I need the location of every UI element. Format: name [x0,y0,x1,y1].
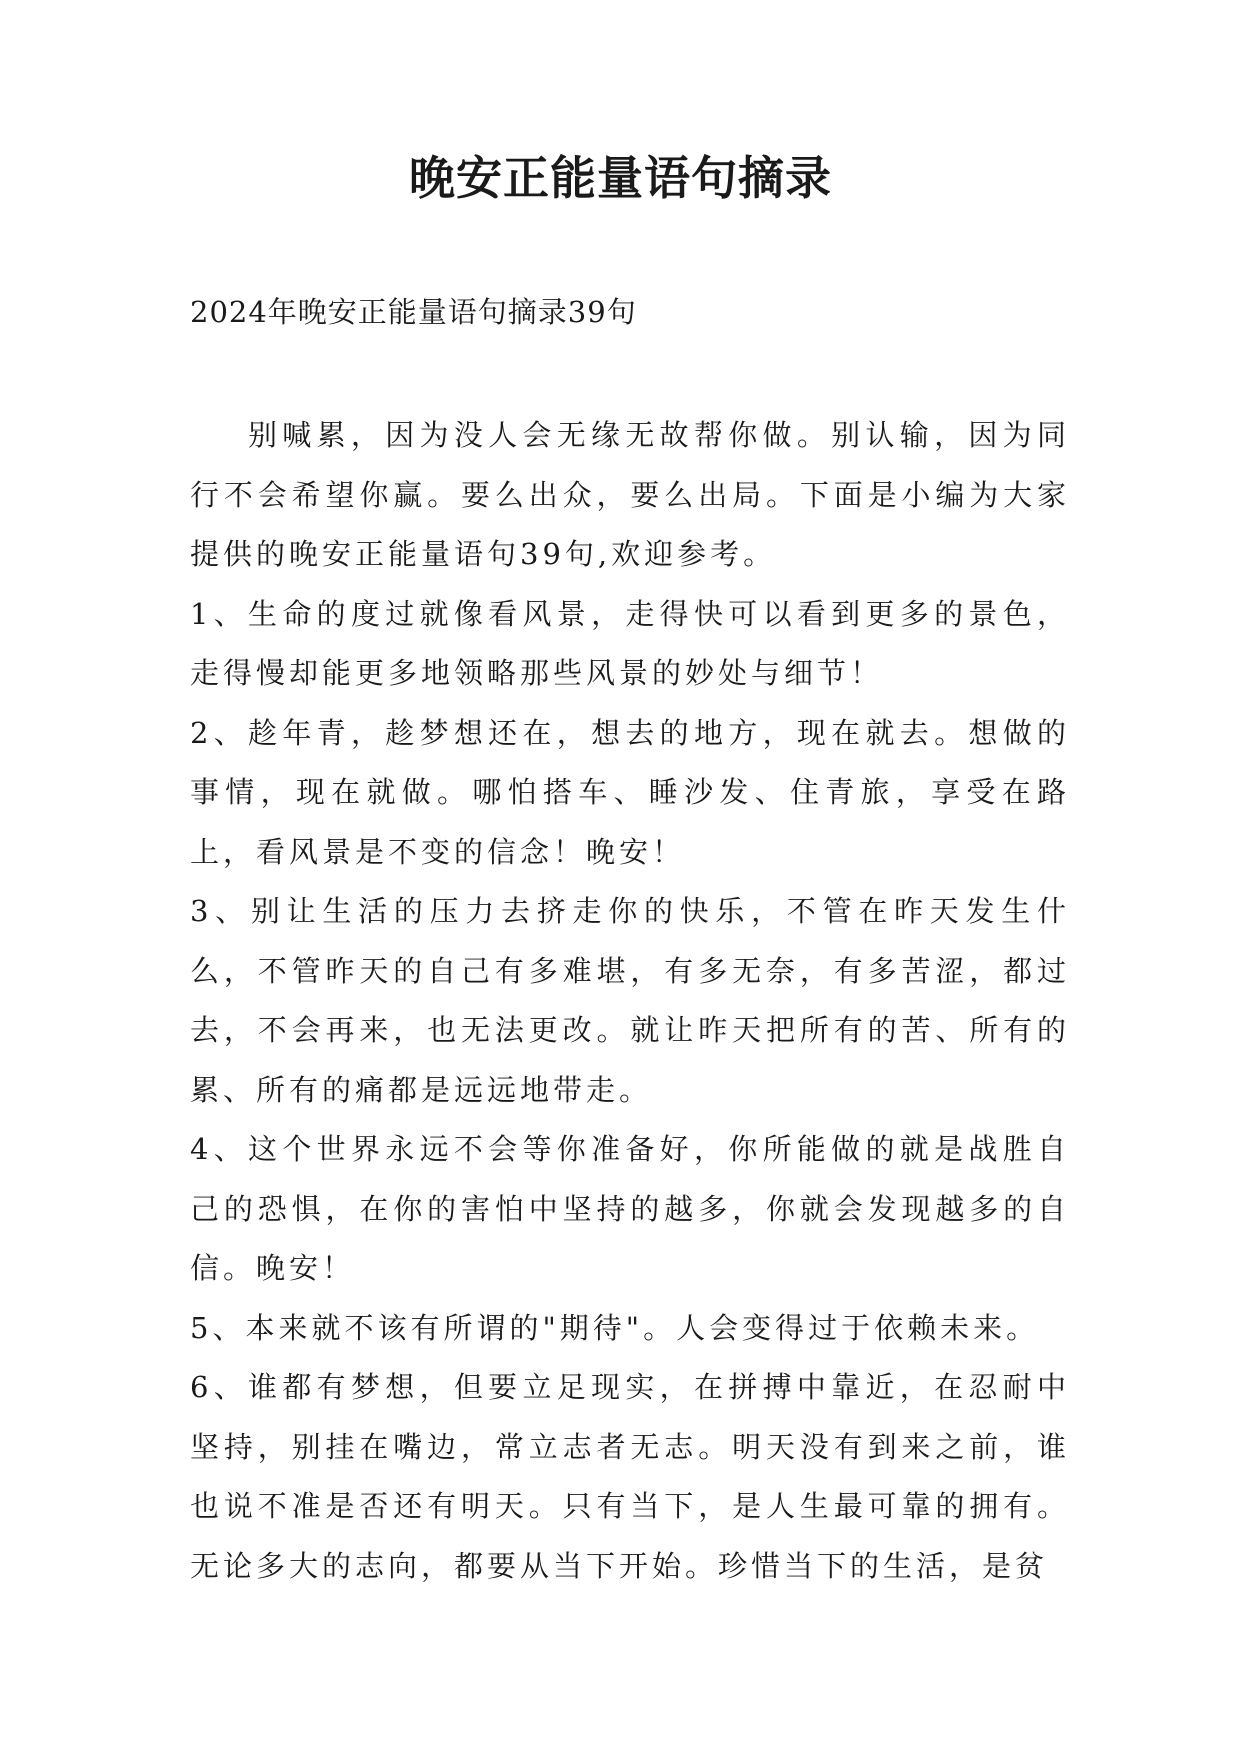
list-item: 3、别让生活的压力去挤走你的快乐，不管在昨天发生什么，不管昨天的自己有多难堪，有多无奈，有多苦涩，都过去，不会再来，也无法更改。就让昨天把所有的苦、所有的累、所有的痛都是远远地带走。 [190,894,1070,1107]
document-subtitle: 2024年晚安正能量语句摘录39句 [190,295,637,329]
list-item: 1、生命的度过就像看风景，走得快可以看到更多的景色，走得慢却能更多地领略那些风景的妙处与细节！ [190,596,1070,690]
list-item: 2、趁年青，趁梦想还在，想去的地方，现在就去。想做的事情，现在就做。哪怕搭车、睡沙发、住青旅，享受在路上，看风景是不变的信念！晚安！ [190,715,1070,869]
document-title: 晚安正能量语句摘录 [409,151,832,205]
list-item: 5、本来就不该有所谓的"期待"。人会变得过于依赖未来。 [190,1310,1040,1345]
list-item: 4、这个世界永远不会等你准备好，你所能做的就是战胜自己的恐惧，在你的害怕中坚持的越多，你就会发现越多的自信。晚安！ [190,1132,1070,1285]
document-body [190,406,1070,1596]
intro-paragraph: 别喊累，因为没人会无缘无故帮你做。别认输，因为同行不会希望你赢。要么出众，要么出局。下面是小编为大家提供的晚安正能量语句39句,欢迎参考。 [190,418,1070,571]
list-item: 6、谁都有梦想，但要立足现实，在拼搏中靠近，在忍耐中坚持，别挂在嘴边，常立志者无志。明天没有到来之前，谁也说不准是否还有明天。只有当下，是人生最可靠的拥有。无论多大的志向，都要从当下开始。珍惜当下的生活，是贫 [190,1370,1070,1583]
